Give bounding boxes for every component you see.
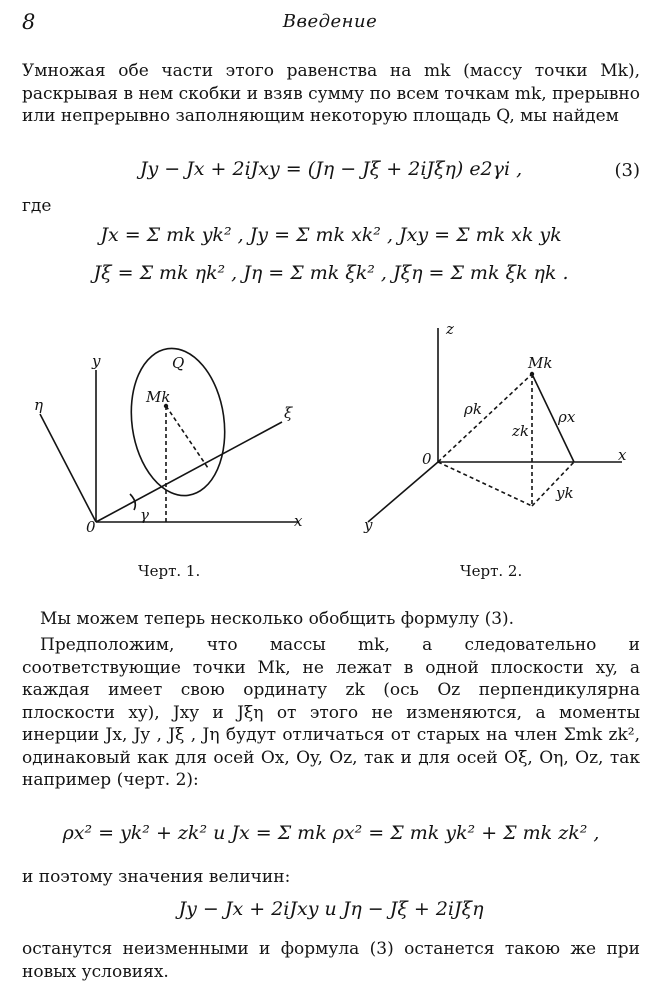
figure-1	[30, 322, 320, 542]
fig1-label-y: y	[92, 352, 101, 370]
fig2-label-x: x	[618, 446, 627, 464]
fig2-y-axis	[368, 462, 438, 522]
header-title: Введение	[282, 11, 378, 32]
equation-definitions-2: Jξ = Σ mk ηk² , Jη = Σ mk ξk² , Jξη = Σ mk ξk ηk .	[93, 262, 569, 284]
where-word: где	[22, 196, 52, 216]
fig1-label-eta: η	[34, 396, 43, 414]
fig1-label-gamma: γ	[140, 506, 149, 524]
fig1-label-o: 0	[86, 518, 96, 536]
fig1-dashed-diagonal	[166, 406, 208, 468]
fig2-rho-k-line	[438, 374, 532, 462]
figure-2-caption: Черт. 2.	[460, 562, 523, 580]
fig1-xi-axis	[96, 422, 282, 522]
fig1-eta-axis	[40, 414, 96, 522]
paragraph-5: останутся неизменными и формула (3) останется такою же при новых условиях.	[22, 939, 640, 982]
fig2-label-zk: zk	[512, 422, 529, 440]
paragraph-2: Мы можем теперь несколько обобщить формулу (3).	[40, 609, 515, 629]
figure-1-caption: Черт. 1.	[138, 562, 201, 580]
fig1-label-mk: Mk	[146, 388, 171, 406]
equation-definitions-1: Jx = Σ mk yk² , Jy = Σ mk xk² , Jxy = Σ mk xk yk	[100, 224, 562, 246]
equation-5: Jy − Jx + 2iJxy и Jη − Jξ + 2iJξη	[178, 898, 484, 920]
fig2-label-yk: yk	[556, 484, 574, 502]
equation-4: ρx² = yk² + zk² и Jx = Σ mk ρx² = Σ mk yk² + Σ mk zk² ,	[62, 822, 600, 844]
paragraph-3: Предположим, что массы mk, а следовательно и соответствующие точки Mk, не лежат в одной плоскости xy, а каждая имеет свою ординату zk (ось Oz перпендикулярна плоскости xy), Jxy и Jξη от этого не изменяются, а моменты инерции Jx, Jy , Jξ , Jη будут отличаться от старых на член Σmk zk², одинаковый как для осей Ox, Oy, Oz, так и для осей Oξ, Oη, Oz, так например (черт. 2):	[22, 635, 640, 790]
fig2-label-z: z	[446, 320, 454, 338]
equation-3-number: (3)	[614, 160, 640, 181]
fig1-label-x: x	[294, 512, 303, 530]
fig2-label-rho-x: ρx	[558, 408, 576, 426]
fig2-label-rho-k: ρk	[464, 400, 482, 418]
running-header	[22, 10, 638, 36]
fig2-label-o: 0	[422, 450, 432, 468]
paragraph-4: и поэтому значения величин:	[22, 867, 291, 887]
fig1-label-xi: ξ	[284, 404, 293, 422]
fig2-label-y: y	[364, 516, 373, 534]
equation-3: Jy − Jx + 2iJxy = (Jη − Jξ + 2iJξη) e2γi ,	[139, 158, 523, 180]
figure-2	[360, 316, 640, 540]
fig2-point-mk	[530, 372, 534, 376]
fig2-projection-line	[438, 462, 532, 506]
paragraph-1: Умножая обе части этого равенства на mk (массу точки Mk), раскрывая в нем скобки и взяв сумму по всем точкам mk, прерывно или непрерывно заполняющим некоторую площадь Q, мы найдем	[22, 61, 640, 126]
page-number: 8	[22, 10, 36, 34]
fig2-label-mk: Mk	[528, 354, 553, 372]
fig1-label-q: Q	[172, 354, 185, 372]
